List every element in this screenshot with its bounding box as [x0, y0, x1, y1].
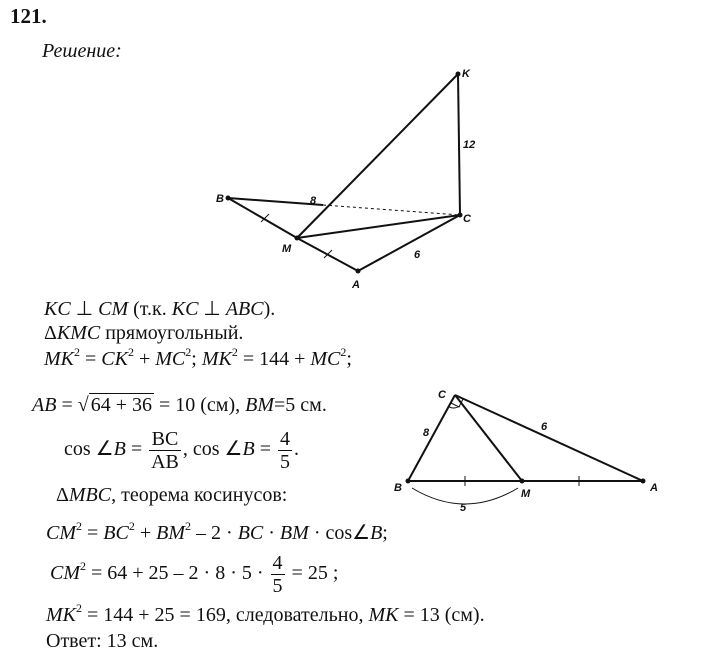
- edge-kc: [458, 74, 460, 215]
- edge-b-to-km: [228, 198, 323, 205]
- fraction-4-5-b: $\frac{4}{5}$: [272, 552, 283, 597]
- edge-bm: [228, 198, 297, 238]
- edge-label-ca: 6: [414, 249, 421, 261]
- line-mk-result: $MK^2 = 144 + 25 = 169$, следовательно, MK = 13 (см).: [46, 601, 485, 626]
- label-m: M: [282, 243, 292, 255]
- label-c: C: [438, 389, 446, 401]
- side-bc: [408, 395, 455, 481]
- line-cosine-b: cos ∠B = $\frac{BC}{AB}$ , cos ∠B = $\frac{4}{5}$ .: [64, 428, 299, 473]
- edge-label-kc: 12: [463, 139, 476, 151]
- segment-cm: [455, 395, 522, 481]
- fraction-4-5: $\frac{4}{5}$: [279, 428, 290, 473]
- edge-ac: [358, 215, 460, 271]
- label-a: A: [650, 482, 658, 494]
- label-c: C: [463, 213, 471, 225]
- line-cm-formula: $CM^2 = BC^2 + BM^2 - 2$ · BC · BM · cos∠B;: [46, 519, 388, 544]
- edge-label-bc: 8: [310, 195, 317, 207]
- edge-label-bm: 5: [460, 502, 467, 514]
- line-perpendicular: KC ⊥ CM (т.к. KC ⊥ ABC).: [44, 298, 276, 320]
- edge-mc: [297, 215, 460, 238]
- edge-bc-hidden: [323, 205, 460, 215]
- line-cm-value: $CM^2 = 64 + 25 - 2 \cdot 8 \cdot 5$ · $\frac{4}{5}$ = 25 ;: [50, 552, 339, 597]
- line-right-triangle: ΔKMC прямоугольный.: [44, 322, 244, 344]
- side-ca: [455, 395, 643, 481]
- edge-label-bc: 8: [423, 427, 430, 439]
- label-m: M: [521, 488, 531, 500]
- line-answer: Ответ: 13 см.: [46, 630, 159, 652]
- label-b: B: [216, 193, 224, 205]
- line-pythagoras: $MK^2 = CK^2 + MC^2$; $MK^2 = 144 + MC^2$;: [44, 345, 352, 370]
- edge-label-ca: 6: [541, 421, 548, 433]
- line-ab-length: AB = √ 64 + 36 = 10 (см), BM=5 см.: [32, 394, 327, 416]
- edge-km: [297, 74, 458, 238]
- label-k: K: [462, 68, 470, 80]
- figure-pyramid: [0, 0, 708, 300]
- label-b: B: [394, 482, 402, 494]
- label-a: A: [352, 279, 360, 291]
- solution-label: Решение:: [42, 40, 122, 62]
- fraction-bc-ab: $\frac{BC}{AB}$: [151, 428, 179, 473]
- line-law-of-cosines: ΔMBC, теорема косинусов:: [56, 484, 288, 506]
- problem-number: 121.: [10, 4, 47, 28]
